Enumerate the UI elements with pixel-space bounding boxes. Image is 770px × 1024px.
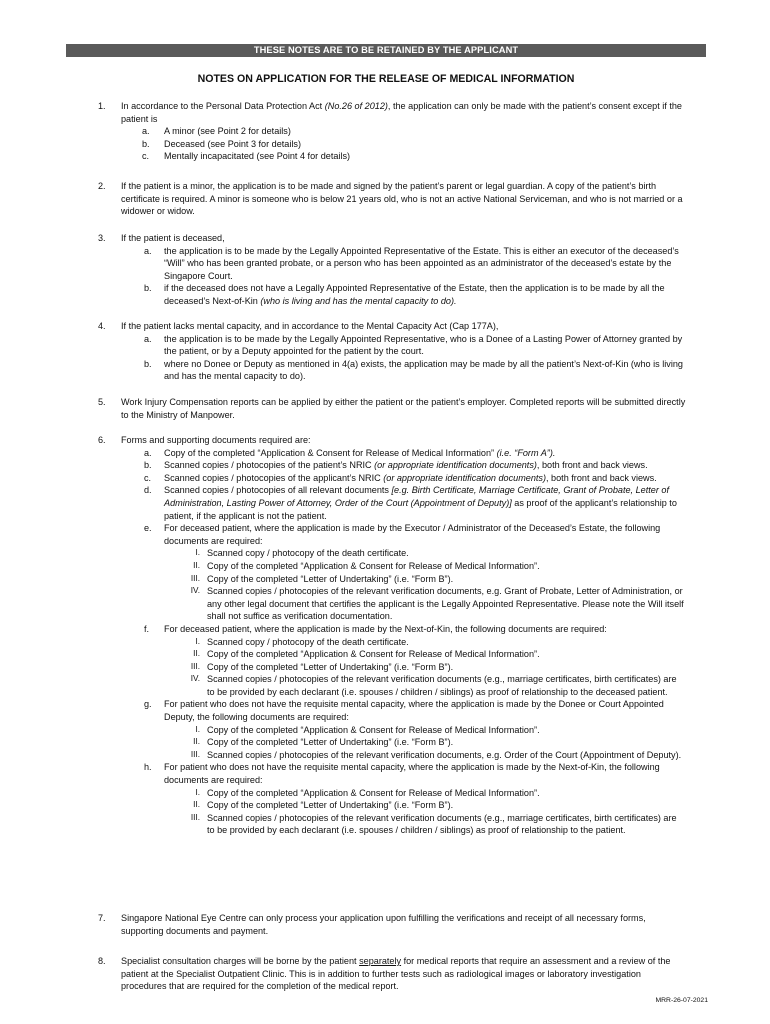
note-6-item-a: a. Copy of the completed “Application & Consent for Release of Medical Information” (i.e. “Form A”). <box>144 447 556 458</box>
note-number: 6. <box>98 435 106 445</box>
note-6-h-roman-2: II. Copy of the completed “Letter of Undertaking” (i.e. “Form B”). <box>193 800 454 811</box>
note-6-item-b: b. Scanned copies / photocopies of the patient’s NRIC (or appropriate identification documents), both front and back views. <box>144 460 648 471</box>
note-1-item-a: a. A minor (see Point 2 for details) <box>142 126 291 137</box>
note-1-text: In accordance to the Personal Data Protection Act (No.26 of 2012), the application can only be made with the patient’s consent except if the patient is <box>121 101 682 124</box>
note-6-intro: Forms and supporting documents required are: <box>121 435 311 445</box>
note-number: 8. <box>98 956 106 966</box>
note-3-intro: If the patient is deceased, <box>121 233 225 243</box>
page-title: NOTES ON APPLICATION FOR THE RELEASE OF MEDICAL INFORMATION <box>197 73 575 85</box>
note-number: 5. <box>98 397 106 407</box>
note-6-f-roman-1: I. Scanned copy / photocopy of the death certificate. <box>195 636 409 647</box>
note-6-item-f: f. For deceased patient, where the application is made by the Next-of-Kin, the following documents are required: <box>144 623 607 634</box>
note-6-g-roman-3: III. Scanned copies / photocopies of the relevant verification documents, e.g. Order of the Court (Appointment of Deputy). <box>190 749 682 760</box>
note-2-text: If the patient is a minor, the application is to be made and signed by the patient’s parent or legal guardian. A copy of the patient’s birth certificate is required. A minor is someone who is below 21 years old, who is not an active National Serviceman, and who is not married or a widower or widow. <box>121 181 683 217</box>
note-3-item-b: b. if the deceased does not have a Legally Appointed Representative of the Estate, then the application is to be made by all the deceased’s Next-of-Kin (who is living and has the mental capacity to do). <box>144 283 665 306</box>
note-number: 7. <box>98 913 106 923</box>
note-1-item-b: b. Deceased (see Point 3 for details) <box>142 138 301 149</box>
note-number: 1. <box>98 101 106 111</box>
note-6-h-roman-3: III. Scanned copies / photocopies of the relevant verification documents (e.g., marriage certificates, birth certificates) are to be provided by each declarant (i.e. spouses / children / siblings) as proof of relationship to the patient. <box>190 812 677 836</box>
form-code: MRR-26-07-2021 <box>655 997 708 1004</box>
note-6-e-roman-3: III. Copy of the completed “Letter of Undertaking” (i.e. “Form B”). <box>190 573 454 584</box>
note-6-f-roman-3: III. Copy of the completed “Letter of Undertaking” (i.e. “Form B”). <box>190 661 454 672</box>
note-number: 2. <box>98 181 106 191</box>
note-3-item-a: a. the application is to be made by the Legally Appointed Representative of the Estate. This is either an executor of the deceased’s “Will” who has been granted probate, or a person who has been appointed as an administrator of the deceased’s estate by the Singapore Court. <box>144 245 679 281</box>
note-4-item-b: b. where no Donee or Deputy as mentioned in 4(a) exists, the application may be made by all the patient’s Next-of-Kin (who is living and has the mental capacity to do). <box>144 358 683 382</box>
note-6-item-d: d. Scanned copies / photocopies of all relevant documents [e.g. Birth Certificate, Marriage Certificate, Grant of Probate, Letter of Administration, Lasting Power of Attorney, Order of the Court (Appointment of Deputy)] as proof of the applicant’s relationship to patient, if the applicant is not the patient. <box>144 485 677 521</box>
note-4-intro: If the patient lacks mental capacity, and in accordance to the Mental Capacity Act (Cap 177A), <box>121 321 499 331</box>
note-6-item-g: g. For patient who does not have the requisite mental capacity, where the application is made by the Donee or Court Appointed Deputy, the following documents are required: <box>144 699 664 723</box>
note-6-e-roman-2: II. Copy of the completed “Application & Consent for Release of Medical Information”. <box>193 560 540 571</box>
note-6-e-roman-1: I. Scanned copy / photocopy of the death certificate. <box>195 548 409 559</box>
note-6-g-roman-1: I. Copy of the completed “Application & Consent for Release of Medical Information”. <box>195 724 540 735</box>
note-number: 3. <box>98 233 106 243</box>
note-4-item-a: a. the application is to be made by the Legally Appointed Representative, who is a Donee of a Lasting Power of Attorney granted by the patient, or by a Deputy appointed for the patient by the court. <box>144 333 683 357</box>
retain-notes-banner: THESE NOTES ARE TO BE RETAINED BY THE APPLICANT <box>66 44 706 57</box>
note-6-item-e: e. For deceased patient, where the application is made by the Executor / Administrator of the Deceased’s Estate, the following documents are required: <box>144 523 661 546</box>
note-5-text: Work Injury Compensation reports can be applied by either the patient or the patient’s employer. Completed reports will be submitted directly to the Ministry of Manpower. <box>121 397 686 420</box>
note-number: 4. <box>98 321 106 331</box>
note-6-f-roman-4: IV. Scanned copies / photocopies of the relevant verification documents (e.g., marriage certificates, birth certificates) are to be provided by each declarant (i.e. spouses / children / siblings) as proof of relationship to the deceased patient. <box>190 674 677 697</box>
note-8-text: Specialist consultation charges will be borne by the patient separately for medical reports that require an assessment and a review of the patient at the Specialist Outpatient Clinic. This is in addition to further tests such as radiological images or laboratory investigation procedures that are required for the completion of the medical report. <box>121 956 671 992</box>
note-6-e-roman-4: IV. Scanned copies / photocopies of the relevant verification documents, e.g. Grant of Probate, Letter of Administration, or any other legal document that certifies the applicant is the Legally Appointed Representative. Please note the Will itself shall not suffice as verification documentation. <box>190 586 684 622</box>
note-6-f-roman-2: II. Copy of the completed “Application & Consent for Release of Medical Information”. <box>193 649 540 660</box>
note-1-item-c: c. Mentally incapacitated (see Point 4 for details) <box>142 151 351 162</box>
note-6-h-roman-1: I. Copy of the completed “Application & Consent for Release of Medical Information”. <box>195 787 540 798</box>
note-6-item-h: h. For patient who does not have the requisite mental capacity, where the application is made by the Next-of-Kin, the following documents are required: <box>144 762 660 786</box>
note-6-g-roman-2: II. Copy of the completed “Letter of Undertaking” (i.e. “Form B”). <box>193 737 454 748</box>
note-7-text: Singapore National Eye Centre can only process your application upon fulfilling the verifications and receipt of all necessary forms, supporting documents and payment. <box>121 913 646 936</box>
note-6-item-c: c. Scanned copies / photocopies of the applicant’s NRIC (or appropriate identification documents), both front and back views. <box>144 472 657 483</box>
